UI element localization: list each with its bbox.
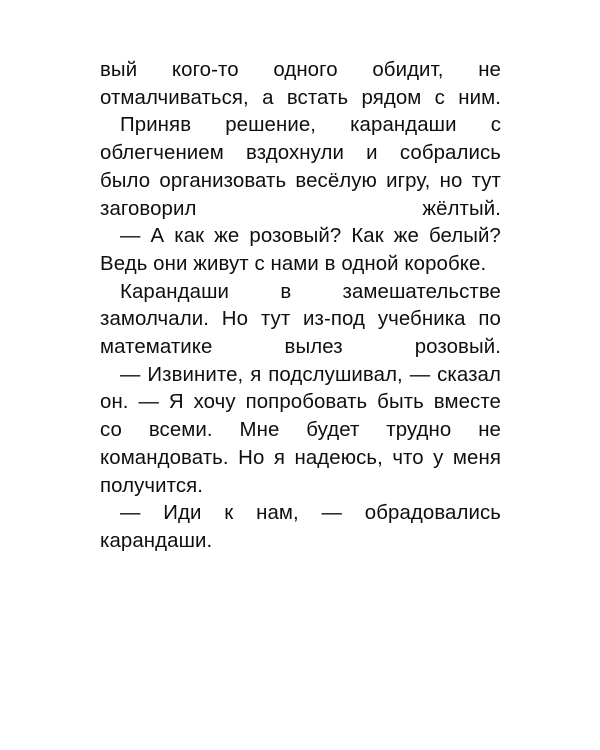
- paragraph-5: — Извините, я подслушивал, — сказал он. — Я хочу попробовать быть вместе со всеми. Мне будет трудно не командовать. Но я надеюсь, что у меня получится.: [100, 363, 501, 497]
- paragraph-3: — А как же розовый? Как же белый? Ведь они живут с нами в одной коробке.: [100, 225, 501, 275]
- paragraph-4: Карандаши в замешательстве замолчали. Но тут из-под учебника по математике вылез розовый.: [100, 280, 501, 359]
- paragraph-6: — Иди к нам, — обрадовались карандаши.: [100, 502, 501, 552]
- blank-page-area: [0, 450, 600, 750]
- paragraph-2: Приняв решение, карандаши с облегчением вздохнули и собрались было организовать весёлую игру, но тут заговорил жёлтый.: [100, 114, 501, 220]
- paragraph-1: вый кого-то одного обидит, не отмалчиваться, а встать рядом с ним.: [100, 59, 501, 109]
